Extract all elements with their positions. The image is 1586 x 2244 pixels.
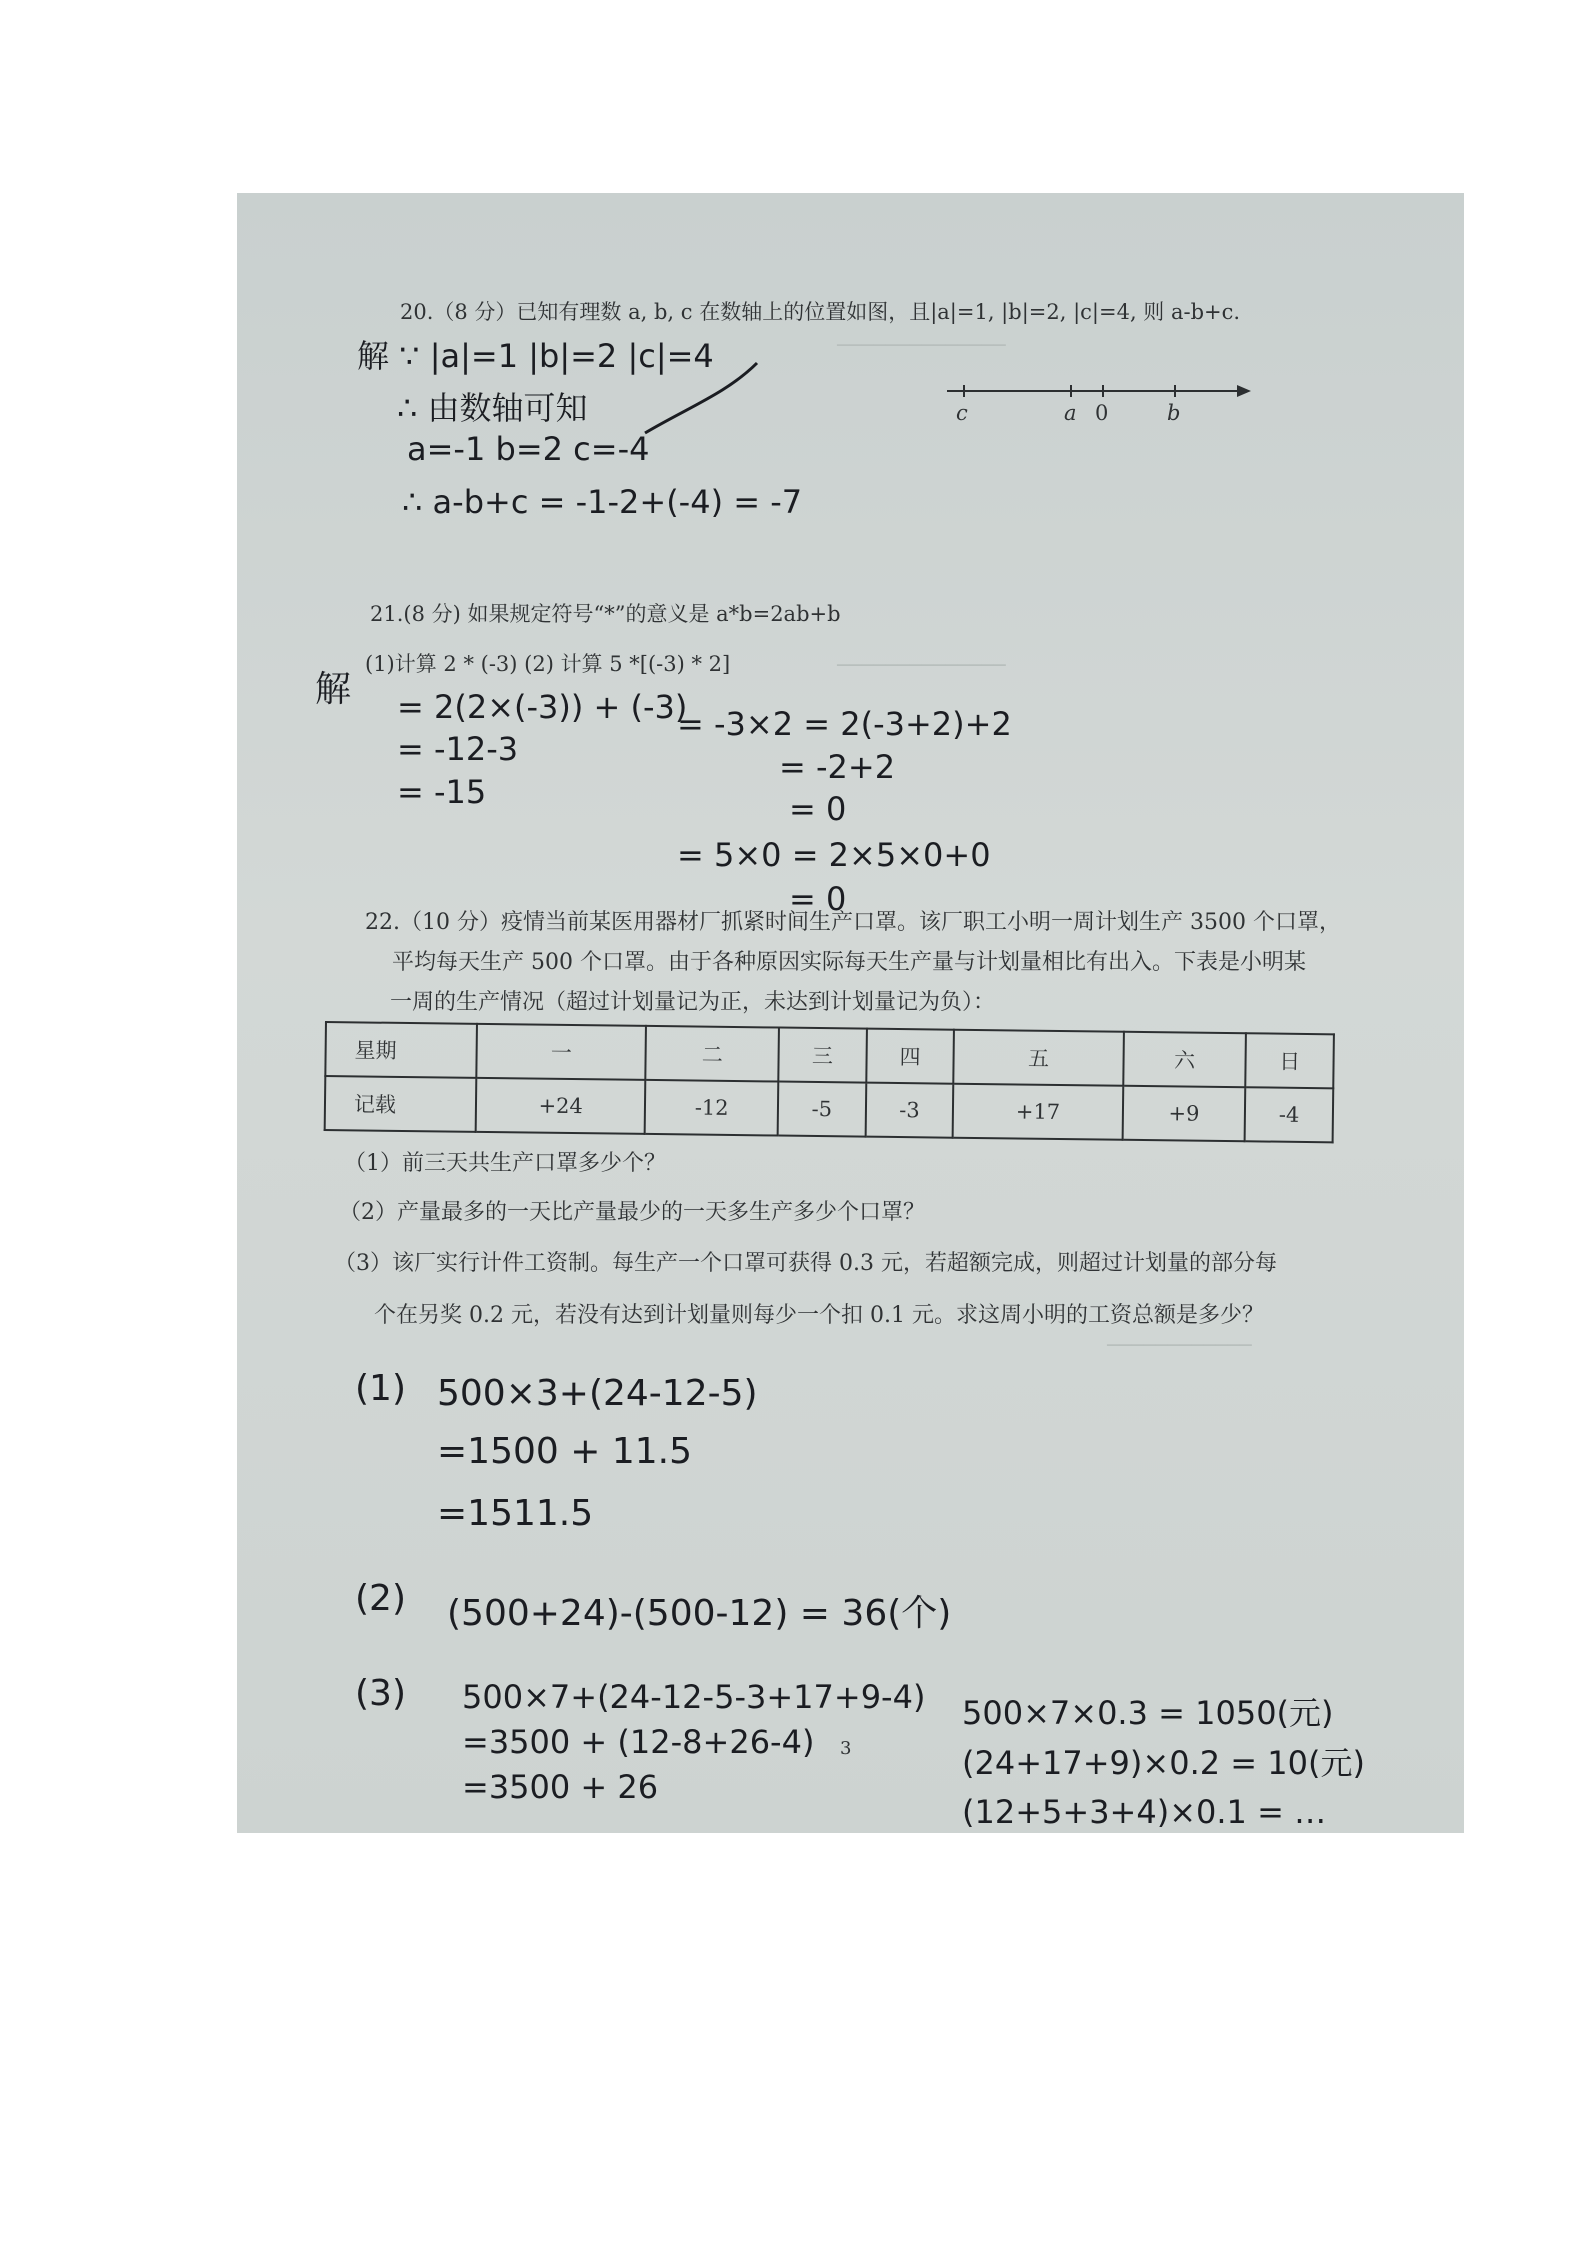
handwritten-answer-21-2-line1: = -3×2 = 2(-3+2)+2	[677, 705, 1012, 743]
table-cell: +17	[953, 1084, 1123, 1140]
number-line-label-c: c	[956, 401, 968, 425]
question-22-line2: 平均每天生产 500 个口罩。由于各种原因实际每天生产量与计划量相比有出入。下表是小明某	[392, 950, 1306, 975]
question-22-line3: 一周的生产情况（超过计划量记为正，未达到计划量记为负）：	[390, 990, 996, 1015]
bleed-through-text: ──────────────	[837, 653, 1006, 677]
handwritten-stroke	[637, 353, 777, 443]
table-cell: 三	[778, 1028, 866, 1083]
number-line-label-a: a	[1064, 401, 1077, 425]
handwritten-answer-20-line1: 解 ∵ |a|=1 |b|=2 |c|=4	[357, 337, 714, 375]
table-header-record: 记载	[325, 1076, 477, 1132]
page-number: 3	[840, 1738, 852, 1759]
handwritten-answer-21-1-line3: = -15	[397, 773, 487, 811]
question-20-text: 20.（8 分）已知有理数 a, b, c 在数轴上的位置如图，且|a|=1, |b|=2, |c|=4, 则 a-b+c.	[400, 300, 1241, 324]
question-21-parts: (1)计算 2 * (-3) (2) 计算 5 *[(-3) * 2]	[365, 652, 731, 676]
handwritten-answer-22-1-line3: =1511.5	[437, 1493, 594, 1534]
table-cell: 二	[646, 1026, 779, 1082]
table-cell: 一	[476, 1024, 646, 1080]
handwritten-answer-22-3-line3: =3500 + 26	[462, 1768, 659, 1806]
question-22-sub2: （2）产量最多的一天比产量最少的一天多生产多少个口罩？	[339, 1200, 925, 1225]
handwritten-answer-20-line3: a=-1 b=2 c=-4	[407, 430, 650, 468]
table-cell: -12	[645, 1080, 778, 1136]
handwritten-answer-21-1-line2: = -12-3	[397, 730, 519, 768]
handwritten-jie: 解	[315, 669, 352, 710]
table-row	[325, 1076, 1334, 1142]
table-cell: 五	[954, 1030, 1124, 1086]
table-cell: +24	[476, 1078, 646, 1134]
handwritten-answer-20-line2: ∴ 由数轴可知	[397, 389, 588, 427]
handwritten-answer-22-1-label: (1)	[355, 1368, 406, 1409]
handwritten-answer-21-1-line1: = 2(2×(-3)) + (-3)	[397, 688, 688, 726]
handwritten-answer-21-2-line2: = -2+2	[779, 748, 896, 786]
number-line-label-zero: 0	[1095, 401, 1109, 425]
bleed-through-text: ──────────────	[837, 333, 1006, 357]
handwritten-answer-22-2-line1: (500+24)-(500-12) = 36(个)	[447, 1593, 952, 1634]
handwritten-answer-21-2-line3: = 0	[789, 790, 847, 828]
table-header-weekday: 星期	[325, 1022, 477, 1078]
production-table	[324, 1021, 1335, 1143]
handwritten-answer-22-3-right1: 500×7×0.3 = 1050(元)	[962, 1694, 1334, 1732]
table-cell: -4	[1245, 1087, 1333, 1142]
table-cell: +9	[1122, 1086, 1245, 1141]
handwritten-answer-21-2-line5: = 0	[789, 880, 847, 918]
question-22-line1: 22.（10 分）疫情当前某医用器材厂抓紧时间生产口罩。该厂职工小明一周计划生产 3500 个口罩，	[365, 910, 1341, 935]
handwritten-answer-22-3-line1: 500×7+(24-12-5-3+17+9-4)	[462, 1678, 926, 1716]
exam-photo	[237, 193, 1464, 1833]
table-cell: 六	[1123, 1032, 1246, 1087]
question-22-sub1: （1）前三天共生产口罩多少个？	[344, 1151, 666, 1176]
table-cell: 日	[1246, 1033, 1334, 1088]
handwritten-answer-22-3-line2: =3500 + (12-8+26-4)	[462, 1723, 815, 1761]
question-22-sub3-line2: 个在另奖 0.2 元，若没有达到计划量则每少一个扣 0.1 元。求这周小明的工资总额是多少？	[374, 1303, 1264, 1328]
number-line-label-b: b	[1167, 401, 1181, 425]
handwritten-answer-22-3-right2: (24+17+9)×0.2 = 10(元)	[962, 1744, 1365, 1782]
question-21-text: 21.(8 分) 如果规定符号“*”的意义是 a*b=2ab+b	[370, 602, 841, 626]
handwritten-answer-22-1-line1: 500×3+(24-12-5)	[437, 1373, 758, 1414]
handwritten-answer-21-2-line4: = 5×0 = 2×5×0+0	[677, 836, 991, 874]
table-cell: -3	[865, 1083, 953, 1138]
handwritten-answer-20-line4: ∴ a-b+c = -1-2+(-4) = -7	[402, 483, 803, 521]
question-22-sub3-line1: （3）该厂实行计件工资制。每生产一个口罩可获得 0.3 元，若超额完成，则超过计划量的部分每	[334, 1251, 1277, 1276]
bleed-through-text: ────────────	[1107, 1333, 1252, 1357]
handwritten-answer-22-1-line2: =1500 + 11.5	[437, 1431, 692, 1472]
handwritten-answer-22-3-label: (3)	[355, 1673, 406, 1714]
handwritten-answer-22-3-right3: (12+5+3+4)×0.1 = …	[962, 1793, 1327, 1831]
table-cell: 四	[866, 1029, 954, 1084]
table-cell: -5	[778, 1082, 866, 1137]
handwritten-answer-22-2-label: (2)	[355, 1578, 406, 1619]
